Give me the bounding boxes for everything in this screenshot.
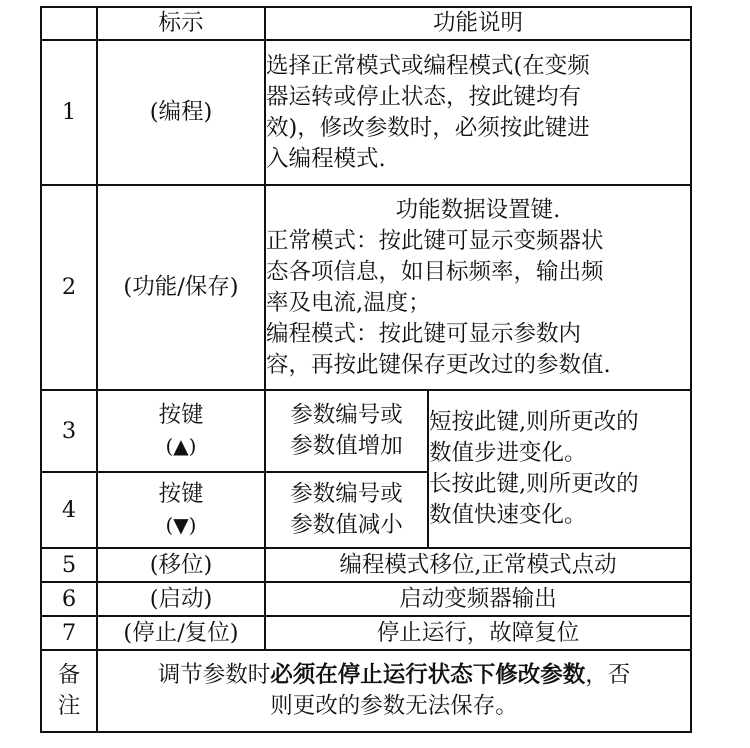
up-arrow-key-mark: (▲) [165, 434, 197, 458]
header-index-cell [41, 7, 97, 40]
note-line: 数值步进变化。 [429, 440, 587, 466]
key-mark: (移位) [97, 548, 265, 582]
down-arrow-key-mark: (▼) [165, 513, 197, 537]
function-description: 启动变频器输出 [265, 582, 691, 616]
key-function-line: 参数值增加 [290, 433, 403, 459]
key-function [265, 390, 428, 472]
note-line: 长按此键,则所更改的 [429, 471, 639, 497]
table-header-row [41, 7, 691, 40]
row-number: 2 [41, 185, 97, 390]
remark-label-line: 备 [57, 662, 81, 688]
description-line: 选择正常模式或编程模式(在变频 [266, 52, 590, 79]
description-line: 器运转或停止状态，按此键均有 [266, 83, 582, 110]
key-mark: (功能/保存) [97, 185, 265, 390]
remark-emphasis: 必须在停止运行状态下修改参数 [270, 662, 586, 688]
remark-text-part: 调节参数时 [157, 662, 271, 688]
remark-row [41, 650, 691, 732]
description-line: 态各项信息，如目标频率，输出频 [266, 258, 604, 285]
key-mark [97, 472, 265, 548]
row-number: 6 [41, 582, 97, 616]
row-number: 1 [41, 40, 97, 185]
row-number: 3 [41, 390, 97, 472]
function-description [265, 185, 691, 390]
remark-text [97, 650, 691, 732]
key-function-line: 参数编号或 [290, 402, 403, 428]
description-line: 编程模式：按此键可显示参数内 [266, 320, 582, 347]
table-row [41, 390, 691, 472]
row-number: 5 [41, 548, 97, 582]
note-line: 数值快速变化。 [429, 502, 587, 528]
key-function [265, 472, 428, 548]
table-row [41, 616, 691, 650]
remark-line [98, 660, 690, 691]
key-function-line: 参数编号或 [290, 481, 403, 507]
key-mark [97, 390, 265, 472]
remark-label-line: 注 [57, 693, 81, 719]
remark-label [41, 650, 97, 732]
key-mark: (启动) [97, 582, 265, 616]
row-number: 4 [41, 472, 97, 548]
table-row [41, 185, 691, 390]
description-line: 容，再按此键保存更改过的参数值. [266, 351, 611, 378]
key-function-line: 参数值减小 [290, 512, 403, 538]
row-number: 7 [41, 616, 97, 650]
function-description [265, 40, 691, 185]
remark-line: 则更改的参数无法保存。 [270, 693, 518, 719]
description-line: 入编程模式. [266, 145, 386, 172]
table-row [41, 40, 691, 185]
description-line: 率及电流,温度； [266, 289, 431, 316]
description-line: 效)，修改参数时，必须按此键进 [266, 114, 590, 141]
description-line: 功能数据设置键. [395, 196, 561, 223]
table-row [41, 582, 691, 616]
shared-key-note [428, 390, 691, 548]
key-mark-line: 按键 [158, 402, 204, 428]
table-row [41, 548, 691, 582]
header-mark-cell: 标示 [97, 7, 265, 40]
remark-text-part: ，否 [585, 662, 631, 688]
key-mark: (停止/复位) [97, 616, 265, 650]
key-mark: (编程) [97, 40, 265, 185]
key-function-table [40, 6, 692, 733]
note-line: 短按此键,则所更改的 [429, 409, 639, 435]
function-description: 停止运行，故障复位 [265, 616, 691, 650]
key-mark-line: 按键 [158, 481, 204, 507]
function-description: 编程模式移位,正常模式点动 [265, 548, 691, 582]
header-function-cell: 功能说明 [265, 7, 691, 40]
description-line: 正常模式：按此键可显示变频器状 [266, 227, 604, 254]
